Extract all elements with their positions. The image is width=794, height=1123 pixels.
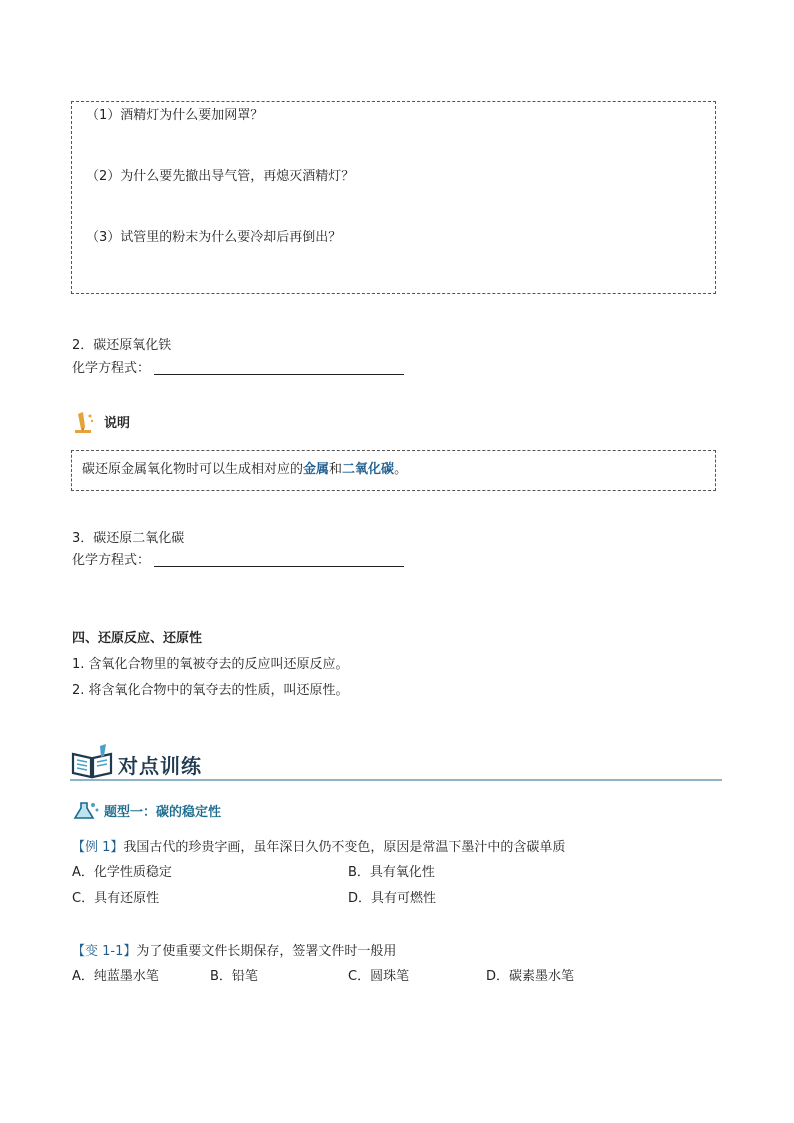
question-1: （1）酒精灯为什么要加网罩？ (86, 108, 264, 123)
question-2: （2）为什么要先撤出导气管，再熄灭酒精灯？ (86, 169, 355, 184)
book-icon (70, 742, 114, 780)
question-3: （3）试管里的粉末为什么要冷却后再倒出？ (86, 230, 342, 245)
training-title: 对点训练 (118, 754, 202, 778)
example-1-option-c[interactable]: C．具有还原性 (72, 891, 160, 906)
equation-blank[interactable] (154, 552, 404, 567)
note-highlight-co2: 二氧化碳 (342, 462, 395, 477)
section-2-title: 2．碳还原氧化铁 (72, 338, 172, 353)
example-1-option-a[interactable]: A．化学性质稳定 (72, 865, 172, 880)
note-highlight-metal: 金属 (303, 462, 330, 477)
questions-box (71, 101, 716, 294)
example-1-tag: 【例 1】 (72, 840, 124, 855)
equation-label: 化学方程式： (72, 361, 151, 376)
section-rule (70, 779, 722, 781)
variant-1-1-option-d[interactable]: D．碳素墨水笔 (486, 969, 575, 984)
equation-blank[interactable] (154, 360, 404, 375)
flask-icon (72, 800, 100, 822)
section-3-equation (72, 551, 404, 571)
type-1-title: 题型一：碳的稳定性 (104, 805, 222, 820)
example-1-option-b[interactable]: B．具有氧化性 (348, 865, 435, 880)
section-4-item-1: 1. 含氧化合物里的氧被夺去的反应叫还原反应。 (72, 657, 349, 672)
note-label: 说明 (104, 416, 131, 431)
variant-1-1-tag: 【变 1-1】 (72, 944, 137, 959)
section-2-equation (72, 359, 404, 379)
variant-1-1-question: 【变 1-1】为了使重要文件长期保存，签署文件时一般用 (72, 944, 397, 959)
section-4-item-2: 2. 将含氧化合物中的氧夺去的性质，叫还原性。 (72, 683, 349, 698)
variant-1-1-option-b[interactable]: B．铅笔 (210, 969, 258, 984)
note-text: 碳还原金属氧化物时可以生成相对应的金属和二氧化碳。 (82, 462, 408, 477)
variant-1-1-option-a[interactable]: A．纯蓝墨水笔 (72, 969, 159, 984)
example-1-option-d[interactable]: D．具有可燃性 (348, 891, 437, 906)
equation-label: 化学方程式： (72, 553, 151, 568)
example-1-question: 【例 1】我国古代的珍贵字画，虽年深日久仍不变色，原因是常温下墨汁中的含碳单质 (72, 840, 566, 855)
section-4-title: 四、还原反应、还原性 (72, 631, 203, 646)
section-3-title: 3．碳还原二氧化碳 (72, 531, 185, 546)
variant-1-1-option-c[interactable]: C．圆珠笔 (348, 969, 410, 984)
pen-icon (72, 410, 96, 436)
